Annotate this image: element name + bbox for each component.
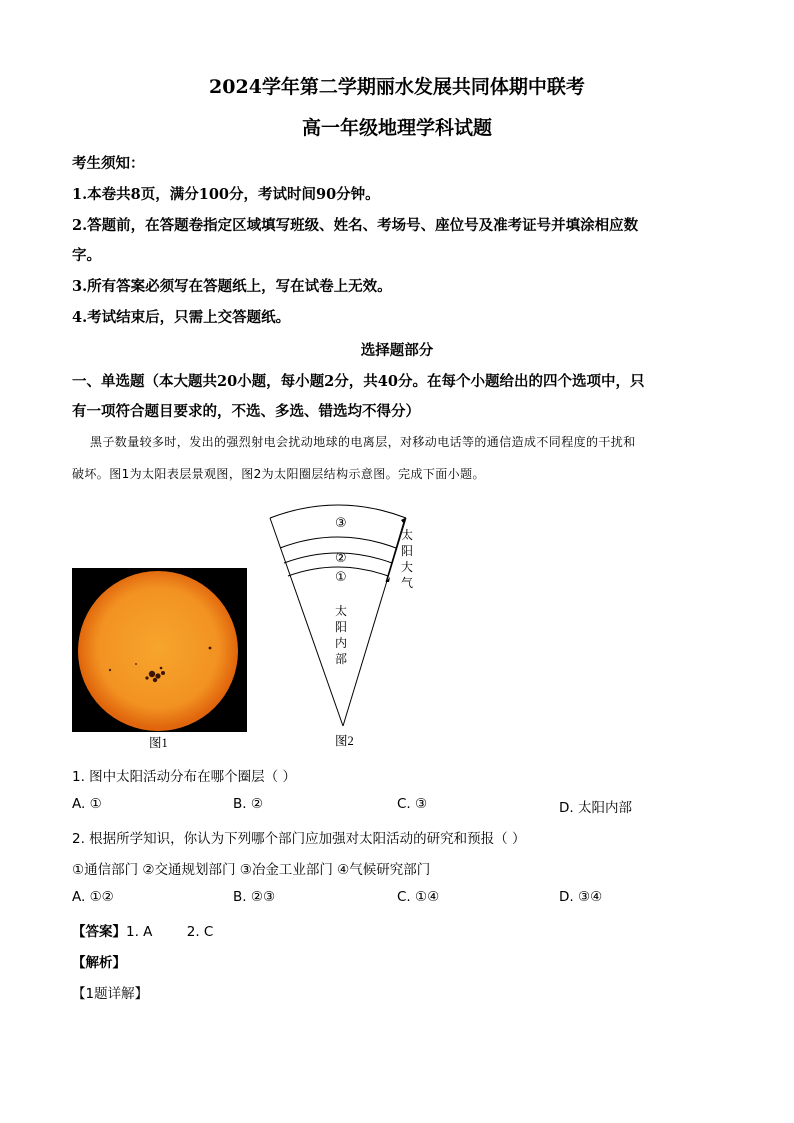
diagram-right-edge bbox=[343, 518, 406, 726]
q1-option-d[interactable]: D. 太阳内部 bbox=[559, 800, 632, 816]
q1-option-c[interactable]: C. ③ bbox=[397, 796, 428, 812]
layer-3-label: ③ bbox=[335, 516, 347, 531]
notice-item-2: 2.答题前，在答题卷指定区域填写班级、姓名、考场号、座位号及准考证号并填涂相应数 bbox=[72, 217, 639, 234]
question-2-sub-items: ①通信部门 ②交通规划部门 ③冶金工业部门 ④气候研究部门 bbox=[72, 862, 431, 878]
exam-subtitle: 高一年级地理学科试题 bbox=[301, 117, 492, 139]
detail-label: 【1题详解】 bbox=[72, 986, 149, 1002]
exam-title: 2024学年第二学期丽水发展共同体期中联考 bbox=[209, 76, 585, 98]
notice-item-2-cont: 字。 bbox=[72, 247, 101, 264]
analysis-label: 【解析】 bbox=[72, 955, 126, 971]
layer-3-inner-arc bbox=[280, 537, 396, 548]
notice-item-3: 3.所有答案必须写在答题纸上，写在试卷上无效。 bbox=[72, 278, 392, 295]
sun-photo bbox=[72, 568, 247, 732]
passage-line-1: 黑子数量较多时，发出的强烈射电会扰动地球的电离层，对移动电话等的通信造成不同程度的干扰和 bbox=[90, 435, 636, 449]
sun-disk bbox=[78, 571, 238, 731]
notice-heading: 考生须知： bbox=[72, 155, 145, 172]
layer-2-label: ② bbox=[335, 551, 347, 566]
q2-option-a[interactable]: A. ①② bbox=[72, 889, 114, 905]
layer-1-label: ① bbox=[335, 570, 347, 585]
passage-line-2: 破坏。图1为太阳表层景观图，图2为太阳圈层结构示意图。完成下面小题。 bbox=[72, 467, 485, 481]
answer-text: 1. A 2. C bbox=[126, 924, 214, 940]
q2-option-c[interactable]: C. ①④ bbox=[397, 889, 440, 905]
question-2-stem: 2. 根据所学知识，你认为下列哪个部门应加强对太阳活动的研究和预报（ ） bbox=[72, 831, 526, 847]
notice-item-4: 4.考试结束后，只需上交答题纸。 bbox=[72, 309, 291, 326]
section-name: 选择题部分 bbox=[360, 342, 434, 359]
atmosphere-label: 太 阳 大 气 bbox=[401, 528, 414, 590]
section-instruction-2: 有一项符合题目要求的，不选、多选、错选均不得分） bbox=[72, 403, 420, 420]
figure-2-caption: 图2 bbox=[335, 734, 354, 748]
q1-option-b[interactable]: B. ② bbox=[233, 796, 263, 812]
q2-option-d[interactable]: D. ③④ bbox=[559, 889, 603, 905]
q2-option-b[interactable]: B. ②③ bbox=[233, 889, 276, 905]
q1-option-a[interactable]: A. ① bbox=[72, 796, 102, 812]
notice-item-1: 1.本卷共8页，满分100分，考试时间90分钟。 bbox=[72, 186, 380, 203]
diagram-left-edge bbox=[270, 518, 343, 726]
figure-1-caption: 图1 bbox=[149, 736, 168, 750]
sun-illustration bbox=[72, 568, 247, 732]
answer-line bbox=[72, 920, 213, 940]
interior-label: 太 阳 内 部 bbox=[335, 604, 348, 666]
section-instruction-1: 一、单选题（本大题共20小题，每小题2分，共40分。在每个小题给出的四个选项中，只 bbox=[72, 373, 645, 390]
question-1-stem: 1. 图中太阳活动分布在哪个圈层（ ） bbox=[72, 769, 296, 785]
answer-label: 【答案】 bbox=[72, 924, 126, 940]
